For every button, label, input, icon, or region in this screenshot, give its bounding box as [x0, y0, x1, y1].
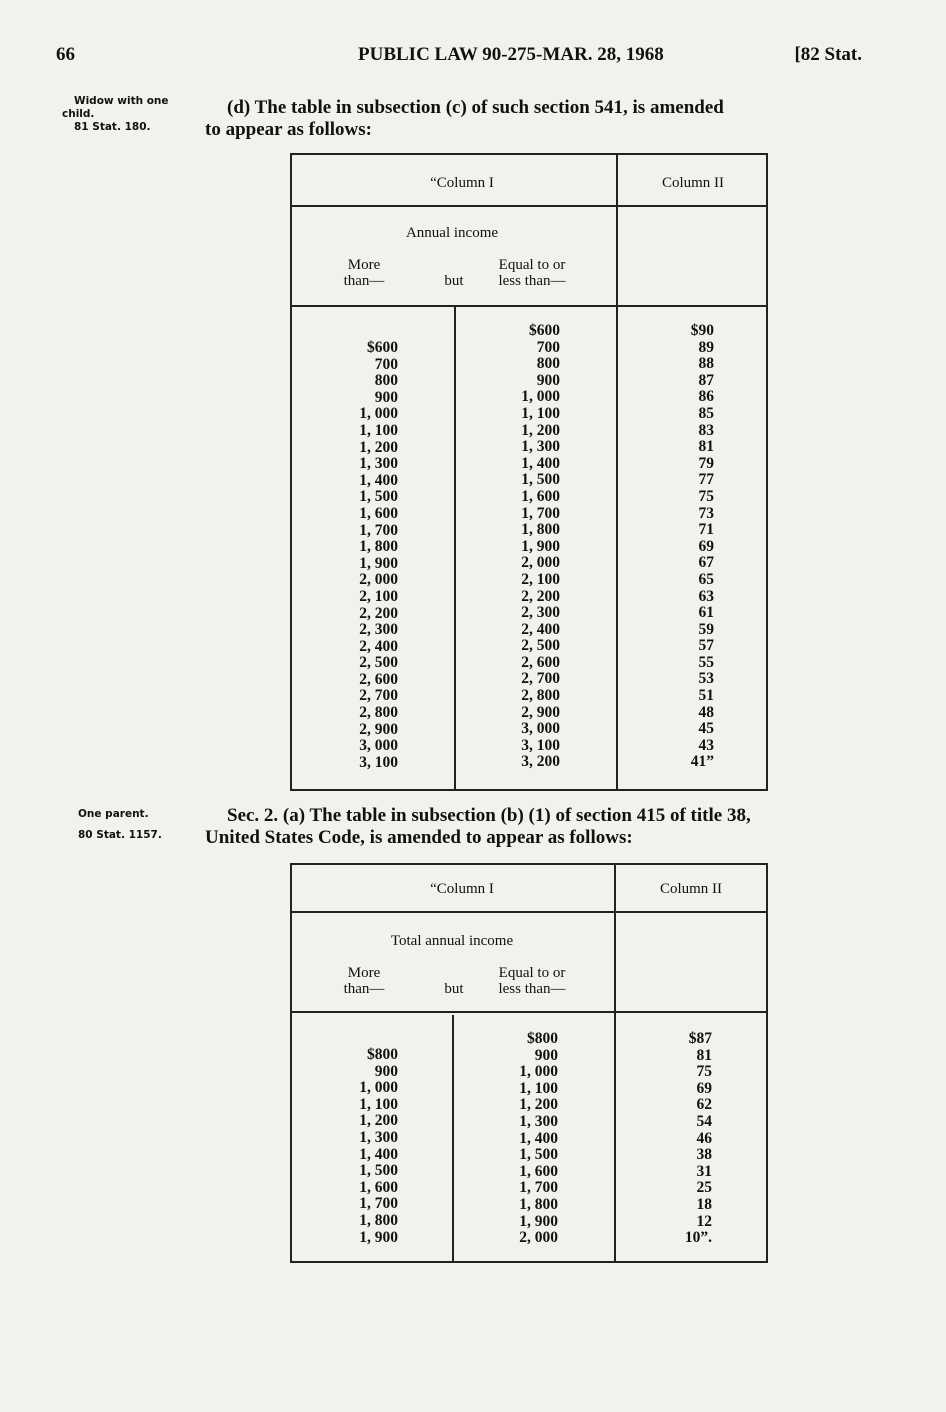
table-cell: 3, 000	[521, 720, 560, 738]
table-cell: $800	[367, 1046, 398, 1063]
table-cell: 88	[698, 355, 714, 373]
table-cell: 900	[374, 388, 398, 406]
header-line: less than—	[498, 273, 566, 289]
table-cell: 57	[698, 637, 714, 655]
but-label: but	[444, 981, 464, 997]
table-cell: 2, 400	[359, 637, 398, 655]
margin-note-line: child.	[62, 108, 95, 120]
table-rule	[292, 911, 766, 913]
group-label: Total annual income	[390, 933, 514, 949]
table-cell: 2, 900	[521, 703, 560, 721]
page-number: 66	[56, 44, 75, 65]
table-cell: 75	[698, 487, 714, 505]
table-cell: $600	[367, 339, 398, 356]
less-than-column	[480, 1031, 558, 1247]
more-than-column	[322, 340, 398, 771]
table-cell: 79	[698, 454, 714, 472]
table-cell: 2, 700	[359, 687, 398, 705]
table-cell: 61	[698, 604, 714, 622]
table-cell: 1, 900	[521, 537, 560, 555]
table-cell: 900	[374, 1062, 398, 1080]
table-divider	[614, 865, 616, 1261]
table-cell: 71	[698, 521, 714, 539]
table-cell: $87	[688, 1030, 712, 1047]
table-cell: 1, 700	[359, 521, 398, 539]
column-2-values	[650, 1031, 712, 1247]
table-cell: 81	[696, 1046, 712, 1064]
table-divider	[452, 1015, 454, 1261]
table-cell: 2, 600	[521, 653, 560, 671]
table-cell: 2, 900	[359, 720, 398, 738]
table-cell: 2, 400	[521, 620, 560, 638]
margin-note-widow	[62, 95, 192, 134]
table-cell: 67	[698, 554, 714, 572]
table-cell: 1, 100	[519, 1079, 558, 1097]
table-cell: 2, 700	[521, 670, 560, 688]
table-cell: 48	[698, 703, 714, 721]
table-cell: 1, 500	[521, 471, 560, 489]
table-cell: 1, 300	[521, 438, 560, 456]
table-cell: 1, 800	[359, 1211, 398, 1229]
table-cell: 1, 400	[519, 1129, 558, 1147]
header-line: Equal to or	[498, 257, 566, 273]
table-cell: 69	[696, 1079, 712, 1097]
header-line: less than—	[498, 981, 566, 997]
header-line: More	[347, 257, 381, 273]
table-cell: 12	[696, 1212, 712, 1230]
table-cell: $800	[527, 1030, 558, 1047]
table-cell: 75	[696, 1063, 712, 1081]
table-divider	[454, 307, 456, 789]
table-cell: 700	[536, 338, 560, 356]
less-than-header	[477, 257, 587, 289]
column-2-header: Column II	[661, 175, 725, 191]
more-than-header	[334, 257, 394, 289]
group-label: Annual income	[405, 225, 499, 241]
table-cell: 3, 100	[521, 736, 560, 754]
income-table-widow	[290, 153, 768, 791]
table-cell: 1, 200	[521, 421, 560, 439]
table-cell: 1, 200	[359, 438, 398, 456]
table-cell: $600	[529, 322, 560, 339]
margin-note-one-parent	[78, 808, 198, 842]
table-cell: 1, 300	[359, 1128, 398, 1146]
table-cell: 1, 000	[521, 388, 560, 406]
but-label: but	[444, 273, 464, 289]
table-cell: 62	[696, 1096, 712, 1114]
table-cell: 1, 800	[521, 521, 560, 539]
more-than-column	[322, 1047, 398, 1246]
table-cell: 1, 400	[359, 471, 398, 489]
header-line: More	[347, 965, 381, 981]
table-cell: 3, 000	[359, 737, 398, 755]
table-cell: 54	[696, 1112, 712, 1130]
margin-note-citation: 80 Stat. 1157.	[78, 829, 162, 841]
table-cell: 900	[534, 1046, 558, 1064]
table-rule	[292, 205, 766, 207]
table-cell: 25	[696, 1179, 712, 1197]
margin-note-line: Widow with one	[74, 95, 169, 107]
paragraph-line: to appear as follows:	[205, 119, 372, 140]
paragraph-line: (d) The table in subsection (c) of such section 541, is amended	[227, 97, 724, 118]
table-cell: 31	[696, 1162, 712, 1180]
table-cell: 1, 500	[519, 1146, 558, 1164]
table-cell: 700	[374, 355, 398, 373]
table-cell: 2, 800	[521, 687, 560, 705]
page-title: PUBLIC LAW 90-275-MAR. 28, 1968	[358, 44, 664, 65]
header-line: than—	[343, 981, 385, 997]
income-table-one-parent	[290, 863, 768, 1263]
table-cell: 1, 000	[359, 1079, 398, 1097]
table-cell: 2, 500	[359, 654, 398, 672]
table-cell: 2, 500	[521, 637, 560, 655]
table-cell: 43	[698, 736, 714, 754]
table-cell: 45	[698, 720, 714, 738]
table-cell: 1, 100	[521, 404, 560, 422]
table-cell: 81	[698, 438, 714, 456]
page-header	[56, 44, 862, 74]
table-cell: 1, 100	[359, 1095, 398, 1113]
table-cell: 1, 100	[359, 421, 398, 439]
paragraph-sec-2	[205, 805, 865, 849]
column-1-header: “Column I	[430, 175, 494, 191]
table-cell: 3, 100	[359, 753, 398, 771]
paragraph-d	[205, 97, 865, 141]
table-cell: 1, 000	[359, 405, 398, 423]
table-cell: 2, 300	[359, 621, 398, 639]
table-cell: 2, 200	[359, 604, 398, 622]
column-1-header: “Column I	[430, 881, 494, 897]
table-cell: 1, 700	[521, 504, 560, 522]
table-cell: 1, 800	[359, 538, 398, 556]
table-cell: 1, 300	[359, 455, 398, 473]
table-cell: 46	[696, 1129, 712, 1147]
table-cell: 2, 100	[521, 570, 560, 588]
table-cell: 800	[536, 355, 560, 373]
table-cell: 2, 800	[359, 704, 398, 722]
table-cell: 38	[696, 1146, 712, 1164]
table-cell: 73	[698, 504, 714, 522]
table-divider	[616, 155, 618, 789]
column-2-header: Column II	[659, 881, 723, 897]
table-cell: 55	[698, 653, 714, 671]
table-cell: 63	[698, 587, 714, 605]
table-cell: 1, 200	[359, 1112, 398, 1130]
table-cell: 2, 600	[359, 670, 398, 688]
table-cell: 86	[698, 388, 714, 406]
table-cell: 800	[374, 372, 398, 390]
header-line: Equal to or	[498, 965, 566, 981]
paragraph-line: United States Code, is amended to appear as follows:	[205, 827, 633, 848]
table-cell: 1, 400	[521, 454, 560, 472]
table-cell: 1, 600	[519, 1162, 558, 1180]
table-rule	[292, 1011, 766, 1013]
less-than-column	[482, 323, 560, 771]
table-cell: 65	[698, 570, 714, 588]
header-line: than—	[343, 273, 385, 289]
table-cell: 1, 500	[359, 1162, 398, 1180]
table-cell: 1, 400	[359, 1145, 398, 1163]
table-cell: 1, 500	[359, 488, 398, 506]
table-cell: 1, 900	[519, 1212, 558, 1230]
table-cell: 2, 100	[359, 587, 398, 605]
table-cell: 18	[696, 1195, 712, 1213]
table-cell: 10”.	[684, 1229, 712, 1247]
table-cell: 900	[536, 371, 560, 389]
table-cell: 77	[698, 471, 714, 489]
margin-note-citation: 81 Stat. 180.	[74, 121, 151, 133]
table-cell: 1, 600	[359, 1178, 398, 1196]
table-cell: 2, 000	[359, 571, 398, 589]
table-cell: 51	[698, 687, 714, 705]
table-cell: 87	[698, 371, 714, 389]
table-cell: 69	[698, 537, 714, 555]
table-cell: 1, 600	[359, 504, 398, 522]
table-cell: 2, 200	[521, 587, 560, 605]
table-cell: 59	[698, 620, 714, 638]
less-than-header	[477, 965, 587, 997]
statute-reference: [82 Stat.	[794, 44, 862, 65]
table-cell: 1, 900	[359, 1228, 398, 1246]
table-cell: 1, 700	[359, 1195, 398, 1213]
table-cell: 83	[698, 421, 714, 439]
table-rule	[292, 305, 766, 307]
table-cell: 1, 900	[359, 554, 398, 572]
table-cell: 85	[698, 404, 714, 422]
table-cell: 2, 000	[521, 554, 560, 572]
table-cell: 3, 200	[521, 753, 560, 771]
table-cell: 53	[698, 670, 714, 688]
more-than-header	[334, 965, 394, 997]
table-cell: 89	[698, 338, 714, 356]
table-cell: $90	[690, 322, 714, 339]
table-cell: 1, 300	[519, 1112, 558, 1130]
paragraph-line: Sec. 2. (a) The table in subsection (b) (1) of section 415 of title 38,	[227, 805, 751, 826]
table-cell: 1, 800	[519, 1195, 558, 1213]
table-cell: 2, 300	[521, 604, 560, 622]
table-cell: 2, 000	[519, 1229, 558, 1247]
table-cell: 1, 000	[519, 1063, 558, 1081]
column-2-values	[652, 323, 714, 771]
table-cell: 1, 200	[519, 1096, 558, 1114]
margin-note-line: One parent.	[78, 808, 149, 820]
table-cell: 1, 700	[519, 1179, 558, 1197]
table-cell: 1, 600	[521, 487, 560, 505]
table-cell: 41”	[690, 753, 714, 771]
